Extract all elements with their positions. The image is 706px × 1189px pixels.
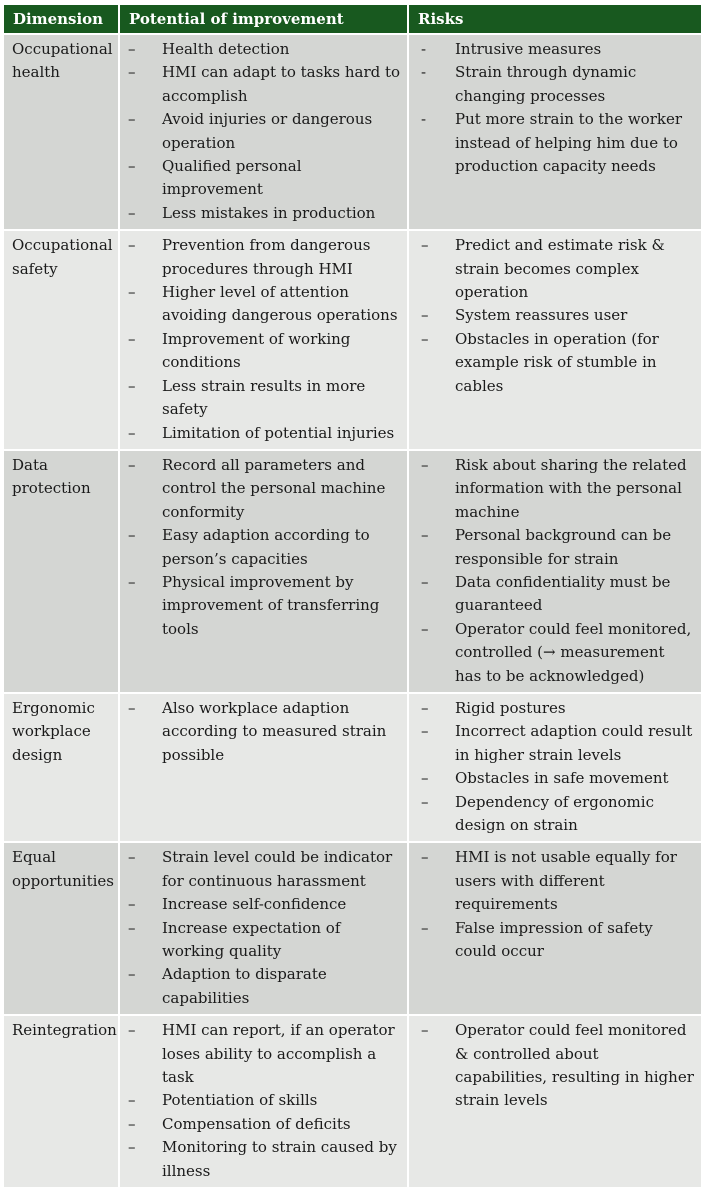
bullet-dash-icon: – (421, 572, 429, 591)
risks-list (421, 846, 695, 963)
list-item (128, 38, 401, 61)
list-item (128, 1089, 401, 1112)
bullet-dash-icon: – (421, 1021, 429, 1040)
potential-cell (120, 35, 407, 229)
list-item-text: Dependency of ergonomic design on strain (455, 792, 654, 834)
bullet-dash-icon: – (421, 698, 429, 717)
table-body (4, 35, 701, 1187)
list-item (128, 963, 401, 1010)
dimension-cell: Reintegration (4, 1016, 118, 1187)
list-item-text: Compensation of deficits (162, 1114, 351, 1133)
bullet-dash-icon: – (128, 1138, 136, 1157)
list-item (421, 234, 695, 304)
list-item-text: Predict and estimate risk & strain becomes complex operation (455, 236, 665, 302)
list-item (128, 422, 401, 445)
list-item (128, 697, 401, 767)
bullet-dash-icon: – (128, 376, 136, 395)
list-item (128, 846, 401, 893)
list-item (128, 61, 401, 108)
table-row (4, 35, 701, 229)
list-item-text: Monitoring to strain caused by illness (162, 1138, 397, 1180)
bullet-dash-icon: – (421, 792, 429, 811)
list-item (421, 791, 695, 838)
list-item-text: Increase expectation of working quality (162, 918, 341, 961)
list-item (128, 571, 401, 641)
bullet-dash-icon: – (421, 306, 429, 325)
table-row (4, 843, 701, 1014)
list-item (128, 202, 401, 225)
risks-cell (409, 231, 701, 449)
list-item (421, 328, 695, 398)
potential-cell (120, 694, 407, 841)
table-row (4, 694, 701, 841)
list-item-text: Put more strain to the worker instead of helping him due to production capacity needs (455, 110, 683, 176)
list-item (128, 524, 401, 571)
risks-cell (409, 451, 701, 692)
list-item-text: System reassures user (455, 306, 628, 325)
list-item-text: HMI can report, if an operator loses ability to accomplish a task (162, 1021, 395, 1087)
table-row (4, 231, 701, 449)
dimension-cell: Ergonomic workplace design (4, 694, 118, 841)
list-item-text: Strain level could be indicator for continuous harassment (162, 848, 393, 890)
potential-cell (120, 843, 407, 1014)
header-potential: Potential of improvement (120, 5, 407, 33)
table-row (4, 1016, 701, 1187)
bullet-dash-icon: - (421, 110, 427, 129)
list-item-text: Risk about sharing the related information with the personal machine (455, 455, 687, 521)
bullet-dash-icon: – (128, 1021, 136, 1040)
bullet-dash-icon: – (128, 1091, 136, 1110)
dimension-cell: Data protection (4, 451, 118, 692)
bullet-dash-icon: – (128, 895, 136, 914)
list-item (421, 61, 695, 108)
risks-cell (409, 1016, 701, 1187)
list-item (421, 697, 695, 720)
list-item-text: Improvement of working conditions (162, 329, 351, 372)
list-item (421, 454, 695, 524)
potential-list (128, 454, 401, 641)
bullet-dash-icon: – (128, 918, 136, 937)
header-risks: Risks (409, 5, 701, 33)
list-item (128, 108, 401, 155)
list-item-text: Easy adaption according to person’s capacities (162, 526, 370, 568)
bullet-dash-icon: – (421, 619, 429, 638)
list-item (421, 846, 695, 916)
list-item (421, 108, 695, 178)
list-item (421, 1019, 695, 1113)
risks-list (421, 234, 695, 398)
bullet-dash-icon: – (128, 698, 136, 717)
list-item-text: Strain through dynamic changing processes (455, 63, 637, 105)
potential-list (128, 234, 401, 445)
list-item-text: Potentiation of skills (162, 1091, 318, 1110)
bullet-dash-icon: – (128, 1114, 136, 1133)
list-item-text: Incorrect adaption could result in higher strain levels (455, 722, 693, 764)
list-item (128, 234, 401, 281)
bullet-dash-icon: – (128, 283, 136, 302)
list-item-text: Rigid postures (455, 698, 566, 717)
potential-list (128, 697, 401, 767)
bullet-dash-icon: - (421, 63, 427, 82)
risks-cell (409, 694, 701, 841)
list-item-text: Operator could feel monitored & controlled about capabilities, resulting in higher strain levels (455, 1021, 694, 1110)
dimension-cell: Equal opportunities (4, 843, 118, 1014)
dimension-cell: Occupational safety (4, 231, 118, 449)
bullet-dash-icon: - (421, 40, 427, 58)
risks-list (421, 1019, 695, 1113)
risks-list (421, 38, 695, 178)
bullet-dash-icon: – (128, 423, 136, 442)
bullet-dash-icon: – (128, 455, 136, 474)
list-item-text: Less strain results in more safety (162, 376, 366, 419)
list-item-text: Also workplace adaption according to measured strain possible (162, 698, 387, 764)
bullet-dash-icon: – (421, 722, 429, 741)
list-item (128, 1136, 401, 1183)
bullet-dash-icon: – (128, 965, 136, 984)
list-item (128, 454, 401, 524)
list-item (421, 571, 695, 618)
bullet-dash-icon: – (128, 572, 136, 591)
list-item (128, 893, 401, 916)
comparison-table (2, 3, 703, 1189)
potential-cell (120, 1016, 407, 1187)
list-item (421, 917, 695, 964)
header-row (4, 5, 701, 33)
bullet-dash-icon: – (128, 203, 136, 222)
list-item-text: Limitation of potential injuries (162, 423, 395, 442)
bullet-dash-icon: – (421, 918, 429, 937)
list-item (128, 1113, 401, 1136)
potential-list (128, 846, 401, 1010)
list-item (421, 524, 695, 571)
risks-cell (409, 35, 701, 229)
bullet-dash-icon: – (128, 329, 136, 348)
list-item-text: Physical improvement by improvement of transferring tools (162, 572, 380, 638)
risks-cell (409, 843, 701, 1014)
list-item (128, 328, 401, 375)
bullet-dash-icon: – (128, 110, 136, 129)
list-item-text: Qualified personal improvement (162, 157, 302, 199)
list-item-text: Operator could feel monitored, controlled (→ measurement has to be acknowledged) (455, 619, 692, 685)
list-item-text: Obstacles in operation (for example risk of stumble in cables (455, 329, 659, 395)
list-item-text: Health detection (162, 40, 290, 58)
list-item (421, 767, 695, 790)
bullet-dash-icon: – (421, 329, 429, 348)
bullet-dash-icon: – (128, 526, 136, 545)
list-item-text: Intrusive measures (455, 40, 602, 58)
list-item-text: Personal background can be responsible for strain (455, 526, 672, 568)
list-item (421, 304, 695, 327)
list-item (128, 917, 401, 964)
list-item-text: Obstacles in safe movement (455, 769, 669, 788)
list-item-text: HMI is not usable equally for users with different requirements (455, 848, 677, 914)
header-dimension: Dimension (4, 5, 118, 33)
list-item (421, 38, 695, 61)
potential-cell (120, 451, 407, 692)
potential-list (128, 38, 401, 225)
bullet-dash-icon: – (128, 236, 136, 255)
bullet-dash-icon: – (421, 526, 429, 545)
list-item (421, 720, 695, 767)
list-item (128, 155, 401, 202)
bullet-dash-icon: – (128, 157, 136, 176)
list-item-text: False impression of safety could occur (455, 918, 653, 961)
list-item-text: Higher level of attention avoiding dangerous operations (162, 283, 398, 325)
list-item (128, 1019, 401, 1089)
bullet-dash-icon: – (128, 848, 136, 867)
potential-list (128, 1019, 401, 1183)
risks-list (421, 454, 695, 688)
bullet-dash-icon: – (421, 455, 429, 474)
list-item-text: Data confidentiality must be guaranteed (455, 572, 671, 615)
bullet-dash-icon: – (421, 236, 429, 255)
list-item-text: Avoid injuries or dangerous operation (162, 110, 373, 152)
list-item (421, 618, 695, 688)
list-item-text: Adaption to disparate capabilities (162, 965, 327, 1007)
list-item-text: Prevention from dangerous procedures through HMI (162, 236, 371, 278)
bullet-dash-icon: – (421, 769, 429, 788)
list-item (128, 281, 401, 328)
list-item-text: Increase self-confidence (162, 895, 347, 914)
bullet-dash-icon: – (128, 63, 136, 82)
table-row (4, 451, 701, 692)
potential-cell (120, 231, 407, 449)
bullet-dash-icon: – (128, 40, 136, 58)
list-item-text: Record all parameters and control the personal machine conformity (162, 455, 386, 521)
bullet-dash-icon: – (421, 848, 429, 867)
list-item-text: HMI can adapt to tasks hard to accomplish (162, 63, 401, 105)
risks-list (421, 697, 695, 837)
list-item (128, 375, 401, 422)
list-item-text: Less mistakes in production (162, 203, 376, 222)
dimension-cell: Occupational health (4, 35, 118, 229)
